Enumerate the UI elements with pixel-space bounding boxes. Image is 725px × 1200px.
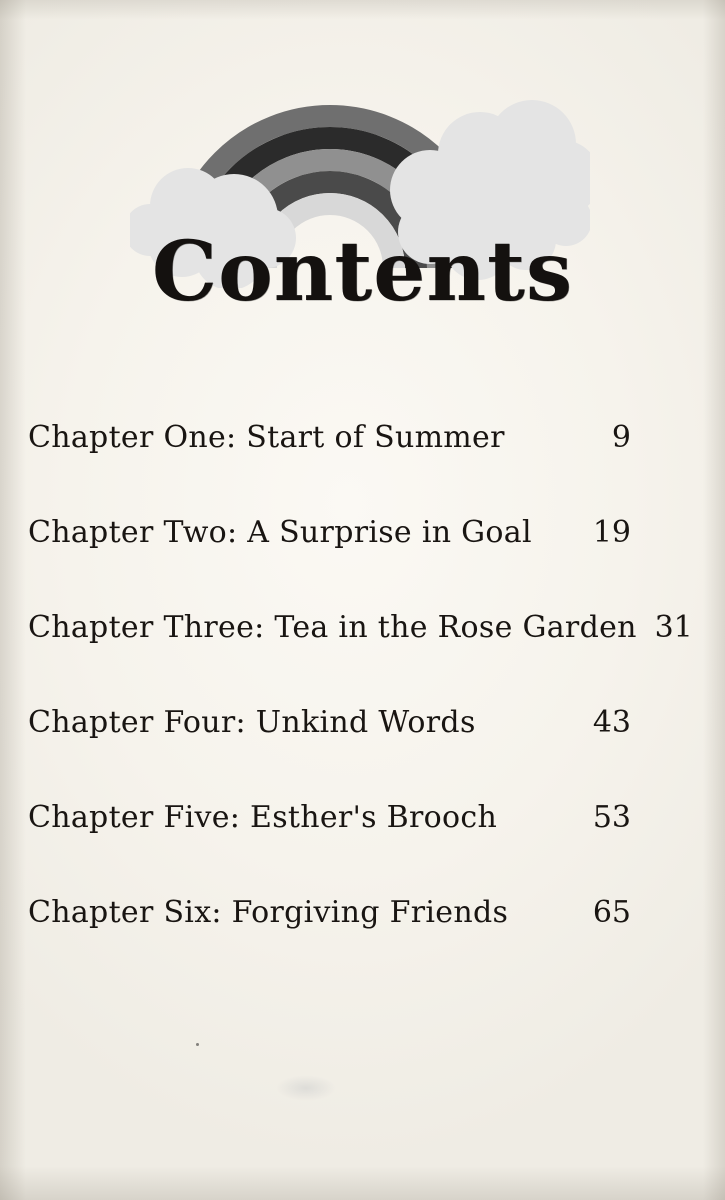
chapter-title: Chapter Four: Unkind Words xyxy=(28,705,476,740)
paper-smudge xyxy=(276,1075,336,1101)
chapter-page-number: 65 xyxy=(592,895,631,930)
list-item[interactable] xyxy=(28,800,653,895)
table-of-contents xyxy=(28,420,693,990)
chapter-title: Chapter Six: Forgiving Friends xyxy=(28,895,509,930)
chapter-title: Chapter Five: Esther's Brooch xyxy=(28,800,498,835)
page-edge-shading-right xyxy=(703,0,725,1200)
list-item[interactable] xyxy=(28,610,693,705)
chapter-title: Chapter Two: A Surprise in Goal xyxy=(28,515,532,550)
page-edge-shading-left xyxy=(0,0,26,1200)
chapter-page-number: 19 xyxy=(592,515,631,550)
list-item[interactable] xyxy=(28,515,653,610)
paper-speck xyxy=(196,1043,199,1046)
list-item[interactable] xyxy=(28,895,653,990)
chapter-page-number: 31 xyxy=(654,610,693,645)
chapter-title: Chapter Three: Tea in the Rose Garden xyxy=(28,610,637,645)
chapter-title: Chapter One: Start of Summer xyxy=(28,420,505,455)
list-item[interactable] xyxy=(28,705,653,800)
list-item[interactable] xyxy=(28,420,653,515)
page-title: Contents xyxy=(151,224,574,320)
page-edge-shading-bottom xyxy=(0,1166,725,1200)
chapter-page-number: 43 xyxy=(592,705,631,740)
chapter-page-number: 9 xyxy=(611,420,631,455)
chapter-page-number: 53 xyxy=(592,800,631,835)
page-edge-shading-top xyxy=(0,0,725,20)
